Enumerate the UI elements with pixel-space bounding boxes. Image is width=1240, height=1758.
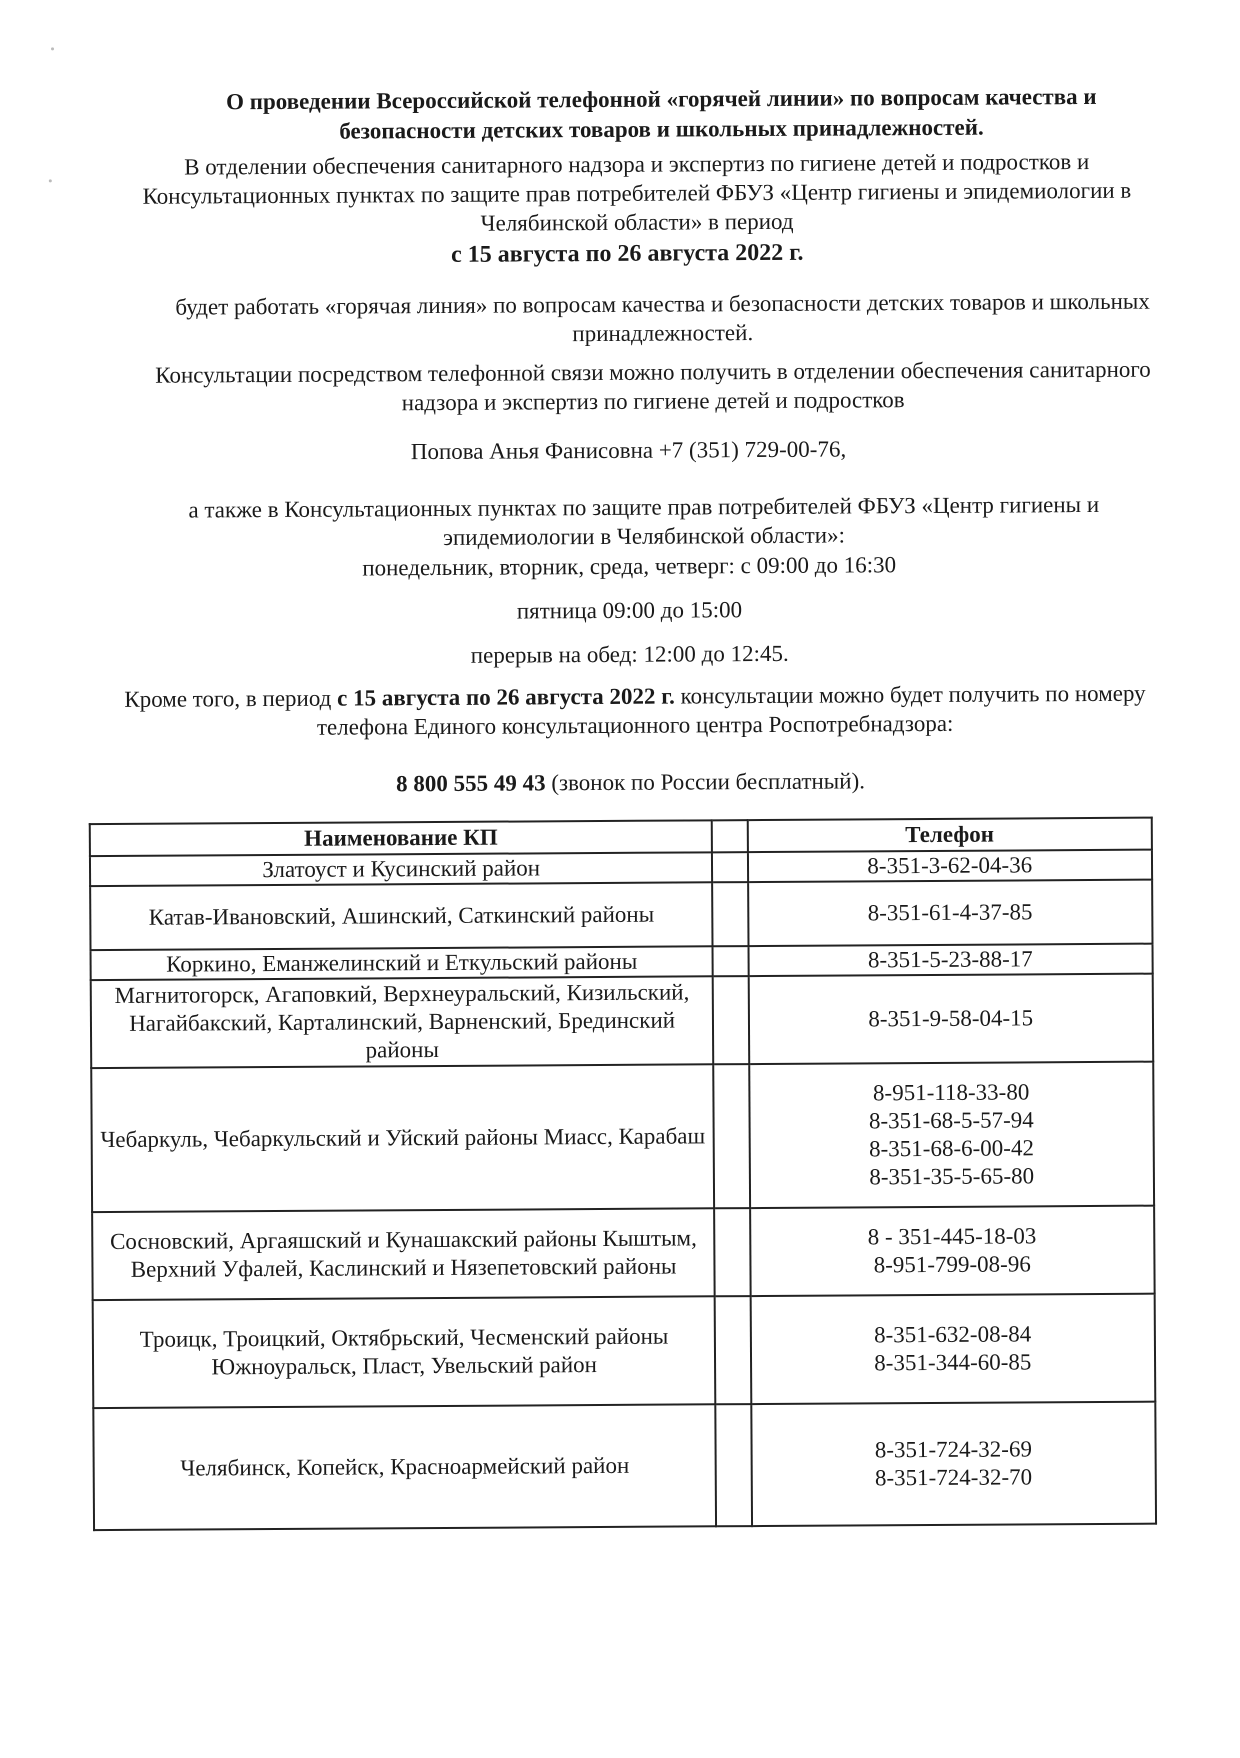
contact-line: Попова Анья Фанисовна +7 (351) 729-00-76, (410, 436, 847, 465)
phone-number: 8-351-5-23-88-17 (867, 946, 1033, 973)
kp-name-cell: Коркино, Еманжелинский и Еткульский районы (91, 946, 713, 980)
gap-cell (715, 1296, 751, 1404)
table-row (93, 1294, 1156, 1408)
kp-name-cell: Златоуст и Кусинский район (90, 852, 712, 886)
intro-paragraph: В отделении обеспечения санитарного надзора и экспертиз по гигиене детей и подростков и Консультационных пунктах по защите прав потребителей ФБУЗ «Центр гигиены и эпидемиологии в Челябинской области» в период (142, 149, 1132, 236)
kp-name-cell: Троицк, Троицкий, Октябрьский, Чесменский районы Южноуральск, Пласт, Увельский район (93, 1296, 716, 1408)
kp-phone-cell (750, 1294, 1155, 1404)
hotline-number: 8 800 555 49 43 (395, 770, 546, 797)
phone-number: 8-351-9-58-04-15 (868, 1005, 1034, 1032)
hours-break: перерыв на обед: 12:00 до 12:45. (470, 640, 789, 668)
table-row (93, 1402, 1156, 1530)
kp-name-cell: Чебаркуль, Чебаркульский и Уйский районы Миасс, Карабаш (91, 1064, 714, 1212)
kp-phone-cell (748, 880, 1153, 946)
phone-number: 8-351-3-62-04-36 (867, 852, 1033, 879)
kp-name-cell: Челябинск, Копейск, Красноармейский район (93, 1404, 716, 1530)
hotline-paragraph: будет работать «горячая линия» по вопросам качества и безопасности детских товаров и школьных принадлежностей. (175, 288, 1150, 347)
kp-name-cell: Сосновский, Аргаяшский и Кунашакский районы Кыштым, Верхний Уфалей, Каслинский и Нязепетовский районы (92, 1208, 715, 1300)
phone-number: 8-951-799-08-96 (873, 1251, 1031, 1278)
table-row (91, 974, 1154, 1068)
kp-name-cell: Катав-Ивановский, Ашинский, Саткинский районы (90, 882, 713, 950)
extra-suffix: консультации можно будет получить по номеру телефона Единого консультационного центра Роспотребнадзора: (316, 680, 1146, 740)
hotline-note: (звонок по России бесплатный). (545, 768, 866, 796)
document-title: О проведении Всероссийской телефонной «горячей линии» по вопросам качества и безопасности детских товаров и школьных принадлежностей. (225, 83, 1097, 144)
table-body (90, 850, 1156, 1530)
phone-number: 8-951-118-33-80 (872, 1079, 1030, 1106)
header-phone: Телефон (747, 818, 1152, 852)
header-name: Наименование КП (90, 820, 712, 856)
gap-cell (714, 1208, 750, 1296)
period-line: с 15 августа по 26 августа 2022 г. (450, 239, 804, 268)
phone-number: 8-351-724-32-70 (874, 1464, 1033, 1491)
gap-cell (713, 1064, 749, 1208)
phone-number: 8 - 351-445-18-03 (867, 1223, 1037, 1250)
consult-paragraph: Консультации посредством телефонной связи можно получить в отделении обеспечения санитарного надзора и экспертиз по гигиене детей и подростков (155, 356, 1151, 416)
scan-speck (51, 47, 54, 50)
phone-number: 8-351-632-08-84 (873, 1321, 1032, 1348)
phone-number: 8-351-61-4-37-85 (867, 899, 1033, 926)
kp-phone-cell (748, 944, 1153, 976)
gap-cell (712, 882, 748, 946)
gap-cell (713, 946, 748, 976)
extra-paragraph (100, 679, 1170, 744)
hours-weekdays: понедельник, вторник, среда, четверг: с 09:00 до 16:30 (362, 552, 897, 581)
phone-number: 8-351-344-60-85 (874, 1349, 1032, 1376)
kp-phone-cell (751, 1402, 1156, 1526)
hotline-number-line (90, 765, 1170, 801)
table-row (90, 880, 1152, 950)
table-row (91, 1062, 1154, 1212)
kp-phone-cell (750, 1206, 1155, 1296)
also-paragraph: а также в Консультационных пунктах по защите прав потребителей ФБУЗ «Центр гигиены и эпидемиологии в Челябинской области»: (188, 491, 1100, 550)
phone-number: 8-351-68-6-00-42 (869, 1135, 1034, 1162)
kp-phone-cell (749, 1062, 1154, 1208)
gap-cell (716, 1404, 752, 1526)
kp-phone-cell (748, 974, 1153, 1064)
phone-number: 8-351-35-5-65-80 (869, 1163, 1035, 1190)
header-gap (712, 820, 747, 852)
gap-cell (713, 976, 749, 1064)
kp-name-cell: Магнитогорск, Агаповкий, Верхнеуральский, Кизильский, Нагайбакский, Карталинский, Варненский, Брединский районы (91, 976, 714, 1068)
extra-prefix: Кроме того, в период (124, 685, 338, 712)
scan-speck (49, 179, 52, 182)
table-row (92, 1206, 1155, 1300)
extra-period: с 15 августа по 26 августа 2022 г. (337, 683, 675, 711)
phone-number: 8-351-724-32-69 (874, 1436, 1032, 1463)
consultation-points-table (89, 817, 1157, 1531)
phone-number: 8-351-68-5-57-94 (868, 1107, 1034, 1134)
hours-friday: пятница 09:00 до 15:00 (516, 597, 743, 624)
gap-cell (712, 852, 747, 882)
kp-phone-cell (747, 850, 1152, 882)
